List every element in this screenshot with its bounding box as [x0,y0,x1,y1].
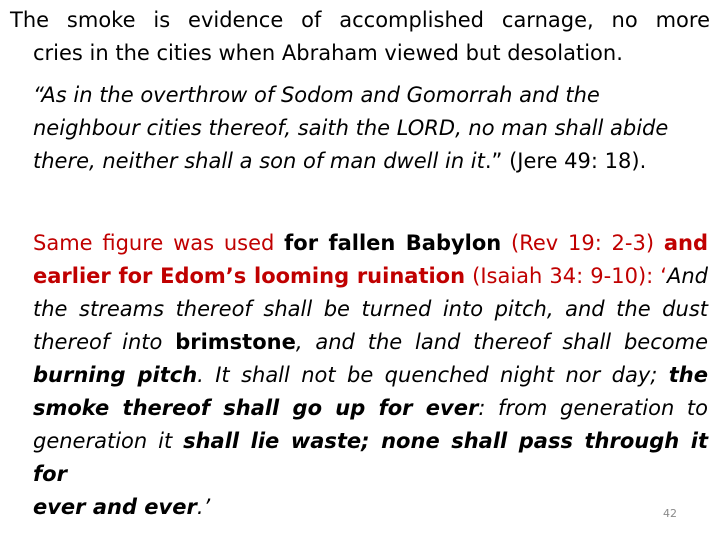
para3-line-5 [33,359,708,392]
quote-line-2: neighbour cities thereof, saith the LORD, no man shall abide [33,116,669,140]
babylon-edom-paragraph [33,227,708,524]
para3-line-4 [33,326,708,359]
para3-quote: : from generation to [478,396,708,420]
quote-line-3 [33,145,708,178]
para3-quote: , and the land thereof shall become [295,330,708,354]
quote-line-1: “As in the overthrow of Sodom and Gomorrah and the [33,83,600,107]
quote-line-3-text: there, neither shall a son of man dwell in it [33,149,485,173]
quote-reference: .” (Jere 49: 18). [484,149,647,173]
para3-emphasis: for fallen Babylon [284,231,502,255]
scripture-quote-jeremiah [33,79,708,178]
page-number: 42 [663,507,677,520]
para3-emphasis: smoke thereof shall go up for ever [33,396,479,420]
para3-line-2 [33,260,708,293]
para3-emphasis: and [663,231,708,255]
para3-emphasis: shall lie waste; none shall pass through it for [33,429,708,486]
para3-emphasis: earlier for Edom’s looming ruination [33,264,466,288]
para3-emphasis: burning pitch [33,363,198,387]
para3-text: Same figure was used [33,231,285,255]
para3-quote: And [666,264,708,288]
para3-emphasis: brimstone [175,330,296,354]
para3-line-3: the streams thereof shall be turned into pitch, and the dust [33,297,708,321]
para3-quote: . It shall not be quenched night nor day; [197,363,669,387]
para3-emphasis: the [668,363,708,387]
intro-line-1: The smoke is evidence of accomplished carnage, no more [10,8,710,32]
para3-quote: thereof into [33,330,176,354]
para3-line-6 [33,392,708,425]
para3-reference: (Rev 19: 2-3) [501,231,664,255]
para3-emphasis: ever and ever [33,495,197,519]
para3-quote: generation it [33,429,184,453]
para3-line-1 [33,227,708,260]
para3-quote: .’ [196,495,211,519]
intro-paragraph [10,4,710,70]
intro-line-2: cries in the cities when Abraham viewed but desolation. [33,41,623,65]
para3-reference: (Isaiah 34: 9-10): ‘ [465,264,667,288]
para3-line-7 [33,425,708,491]
para3-line-8 [33,491,708,524]
